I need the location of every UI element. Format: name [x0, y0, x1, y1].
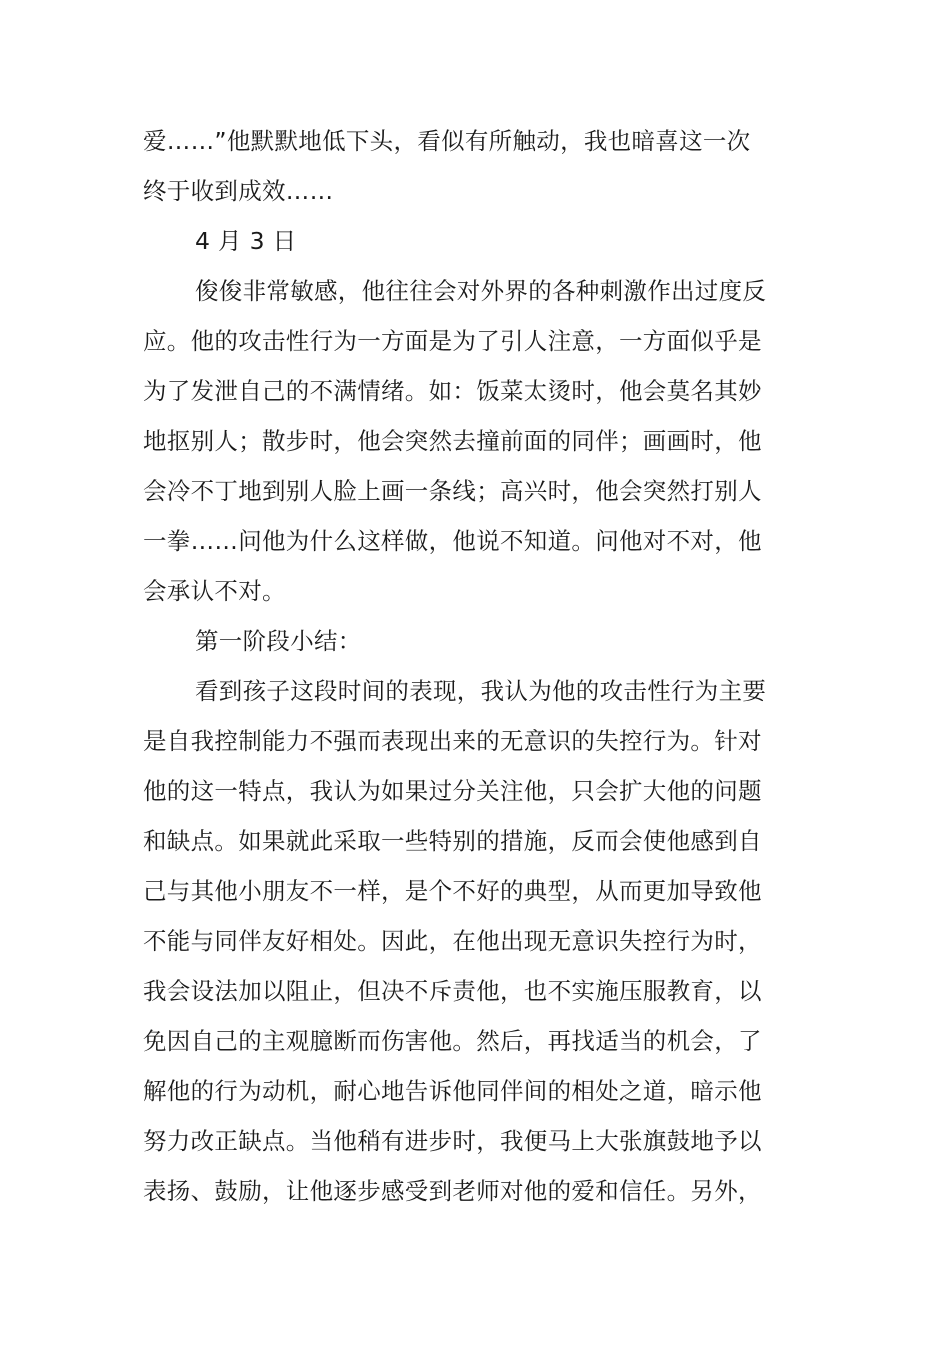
paragraph-observation [143, 266, 767, 616]
section-heading-line: 第一阶段小结： [195, 627, 362, 655]
text-line: 己与其他小朋友不一样，是个不好的典型，从而更加导致他 [143, 877, 762, 905]
text-line: 免因自己的主观臆断而伤害他。然后，再找适当的机会，了 [143, 1027, 762, 1055]
text-line: 表扬、鼓励，让他逐步感受到老师对他的爱和信任。另外， [143, 1177, 762, 1205]
text-line: 爱……”他默默地低下头，看似有所触动，我也暗喜这一次 [143, 127, 751, 155]
paragraph-summary [143, 666, 767, 1216]
text-line: 终于收到成效…… [143, 177, 334, 205]
text-line: 是自我控制能力不强而表现出来的无意识的失控行为。针对 [143, 727, 762, 755]
text-line: 地抠别人；散步时，他会突然去撞前面的同伴；画画时，他 [143, 427, 762, 455]
text-line: 一拳……问他为什么这样做，他说不知道。问他对不对，他 [143, 527, 762, 555]
text-line: 应。他的攻击性行为一方面是为了引人注意，一方面似乎是 [143, 327, 762, 355]
paragraph-continuation [143, 116, 753, 216]
text-line: 为了发泄自己的不满情绪。如：饭菜太烫时，他会莫名其妙 [143, 377, 762, 405]
text-line: 和缺点。如果就此采取一些特别的措施，反而会使他感到自 [143, 827, 762, 855]
date-line: 4 月 3 日 [195, 227, 297, 255]
date-heading [143, 216, 753, 266]
text-line: 努力改正缺点。当他稍有进步时，我便马上大张旗鼓地予以 [143, 1127, 762, 1155]
text-line: 不能与同伴友好相处。因此，在他出现无意识失控行为时， [143, 927, 762, 955]
text-line: 我会设法加以阻止，但决不斥责他，也不实施压服教育，以 [143, 977, 762, 1005]
section-heading [143, 616, 753, 666]
document-body [143, 116, 767, 1216]
text-line: 看到孩子这段时间的表现，我认为他的攻击性行为主要 [195, 677, 767, 705]
text-line: 他的这一特点，我认为如果过分关注他，只会扩大他的问题 [143, 777, 762, 805]
text-line: 解他的行为动机，耐心地告诉他同伴间的相处之道，暗示他 [143, 1077, 762, 1105]
text-line: 会冷不丁地到别人脸上画一条线；高兴时，他会突然打别人 [143, 477, 762, 505]
text-line: 俊俊非常敏感，他往往会对外界的各种刺激作出过度反 [195, 277, 767, 305]
text-line: 会承认不对。 [143, 577, 286, 605]
